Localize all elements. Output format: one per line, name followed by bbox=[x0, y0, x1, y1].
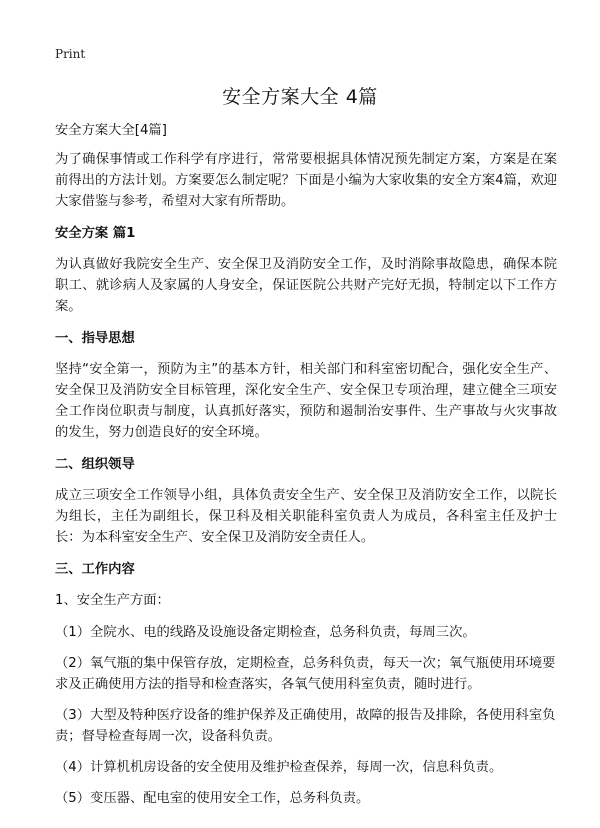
list-item: （2）氧气瓶的集中保管存放，定期检查，总务科负责，每天一次；氧气瓶使用环境要求及正确使用方法的指导和检查落实，各氧气使用科室负责，随时进行。 bbox=[55, 656, 556, 692]
work-content-subheading: 1、安全生产方面： bbox=[55, 593, 170, 608]
intro-paragraph: 为了确保事情或工作科学有序进行，常常要根据具体情况预先制定方案，方案是在案前得出的方法计划。方案要怎么制定呢？下面是小编为大家收集的安全方案4篇，欢迎大家借鉴与参考，希望对大家有所帮助。 bbox=[55, 152, 557, 209]
document-title: 安全方案大全 4篇 bbox=[222, 86, 378, 108]
organization-paragraph: 成立三项安全工作领导小组，具体负责安全生产、安全保卫及消防安全工作，以院长为组长，主任为副组长，保卫科及相关职能科室负责人为成员，各科室主任及护士长：为本科室安全生产、安全保卫及消防安全责任人。 bbox=[55, 488, 557, 545]
list-item: （4）计算机机房设备的安全使用及维护检查保养，每周一次，信息科负责。 bbox=[55, 760, 503, 775]
print-label: Print bbox=[55, 47, 86, 61]
document-subtitle: 安全方案大全[4篇] bbox=[55, 123, 167, 138]
heading-guiding-ideology: 一、指导思想 bbox=[55, 331, 135, 346]
document-body bbox=[55, 120, 557, 819]
heading-organization: 二、组织领导 bbox=[55, 457, 135, 472]
section-title: 安全方案 篇1 bbox=[55, 226, 136, 241]
list-item: （3）大型及特种医疗设备的维护保养及正确使用，故障的报告及排除，各使用科室负责；督导检查每周一次，设备科负责。 bbox=[55, 708, 556, 744]
heading-work-content: 三、工作内容 bbox=[55, 562, 135, 577]
list-item: （1）全院水、电的线路及设施设备定期检查，总务科负责，每周三次。 bbox=[55, 625, 476, 640]
section-intro-paragraph: 为认真做好我院安全生产、安全保卫及消防安全工作，及时消除事故隐患，确保本院职工、就诊病人及家属的人身安全，保证医院公共财产完好无损，特制定以下工作方案。 bbox=[55, 257, 557, 314]
list-item: （5）变压器、配电室的使用安全工作，总务科负责。 bbox=[55, 791, 370, 806]
guiding-ideology-paragraph: 坚持“安全第一，预防为主”的基本方针，相关部门和科室密切配合，强化安全生产、安全保卫及消防安全目标管理，深化安全生产、安全保卫专项治理，建立健全三项安全工作岗位职责与制度，认真抓好落实，预防和遏制治安事件、生产事故与火灾事故的发生，努力创造良好的安全环境。 bbox=[55, 362, 557, 440]
